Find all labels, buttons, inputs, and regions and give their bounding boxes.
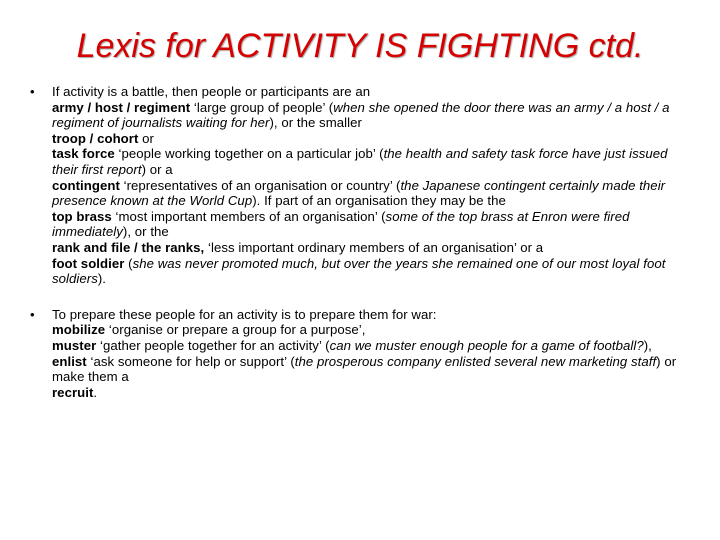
- body-text: To prepare these people for an activity is to prepare them for war:: [52, 306, 437, 322]
- body-text: ). If part of an organisation they may be the: [252, 193, 506, 209]
- bullet-dot-icon: •: [30, 306, 35, 322]
- term-text: troop / cohort: [52, 130, 139, 146]
- body-text: ‘people working together on a particular job’ (: [114, 146, 384, 162]
- body-text: ‘less important ordinary members of an organisation’ or a: [204, 239, 544, 255]
- term-text: rank and file / the ranks,: [52, 239, 205, 255]
- slide-title: Lexis for ACTIVITY IS FIGHTING ctd.: [76, 27, 644, 65]
- body-text: If activity is a battle, then people or participants are an: [52, 84, 371, 99]
- body-text: ).: [97, 271, 106, 287]
- term-text: enlist: [52, 353, 87, 369]
- term-text: army / host / regiment: [52, 99, 191, 115]
- example-text: the health and safety task force have just issued their first report: [52, 146, 668, 177]
- bullet-item: [24, 307, 684, 401]
- term-text: task force: [52, 146, 115, 162]
- bullet-item: [24, 84, 684, 287]
- body-text: ‘large group of people’ (: [190, 99, 334, 115]
- example-text: some of the top brass at Enron were fired immediately: [52, 208, 630, 240]
- bullet-text: [52, 84, 684, 287]
- body-text: ) or a: [141, 161, 173, 177]
- body-text: or: [138, 130, 154, 146]
- term-text: muster: [52, 337, 97, 353]
- body-text: ‘ask someone for help or support’ (: [86, 353, 295, 369]
- term-text: recruit: [52, 384, 94, 400]
- term-text: mobilize: [52, 322, 106, 338]
- example-text: she was never promoted much, but over the years she remained one of our most loyal foot soldiers: [52, 255, 666, 287]
- example-text: when she opened the door there was an army / a host / a regiment of journalists waiting for her: [52, 99, 670, 131]
- body-text: ‘gather people together for an activity’ (: [96, 337, 330, 353]
- example-text: the prosperous company enlisted several new marketing staff: [294, 353, 657, 369]
- bullet-text: [52, 307, 684, 401]
- body-text: ) or make them a: [52, 353, 677, 385]
- body-text: ), or the: [122, 224, 169, 240]
- body-text: (: [124, 255, 133, 271]
- example-text: the Japanese contingent certainly made their presence known at the World Cup: [52, 177, 666, 209]
- body-text: ), or the smaller: [269, 115, 362, 131]
- term-text: top brass: [52, 208, 112, 224]
- bullet-list: [24, 84, 684, 400]
- body-text: ‘most important members of an organisation’ (: [111, 208, 386, 224]
- body-text: ),: [643, 337, 652, 353]
- body-text: ‘representatives of an organisation or country’ (: [119, 177, 401, 193]
- body-text: ‘organise or prepare a group for a purpose’,: [105, 322, 366, 338]
- example-text: can we muster enough people for a game of football?: [329, 337, 644, 353]
- body-text: .: [93, 384, 98, 400]
- term-text: foot soldier: [52, 255, 125, 271]
- bullet-dot-icon: •: [30, 84, 35, 99]
- term-text: contingent: [52, 177, 120, 193]
